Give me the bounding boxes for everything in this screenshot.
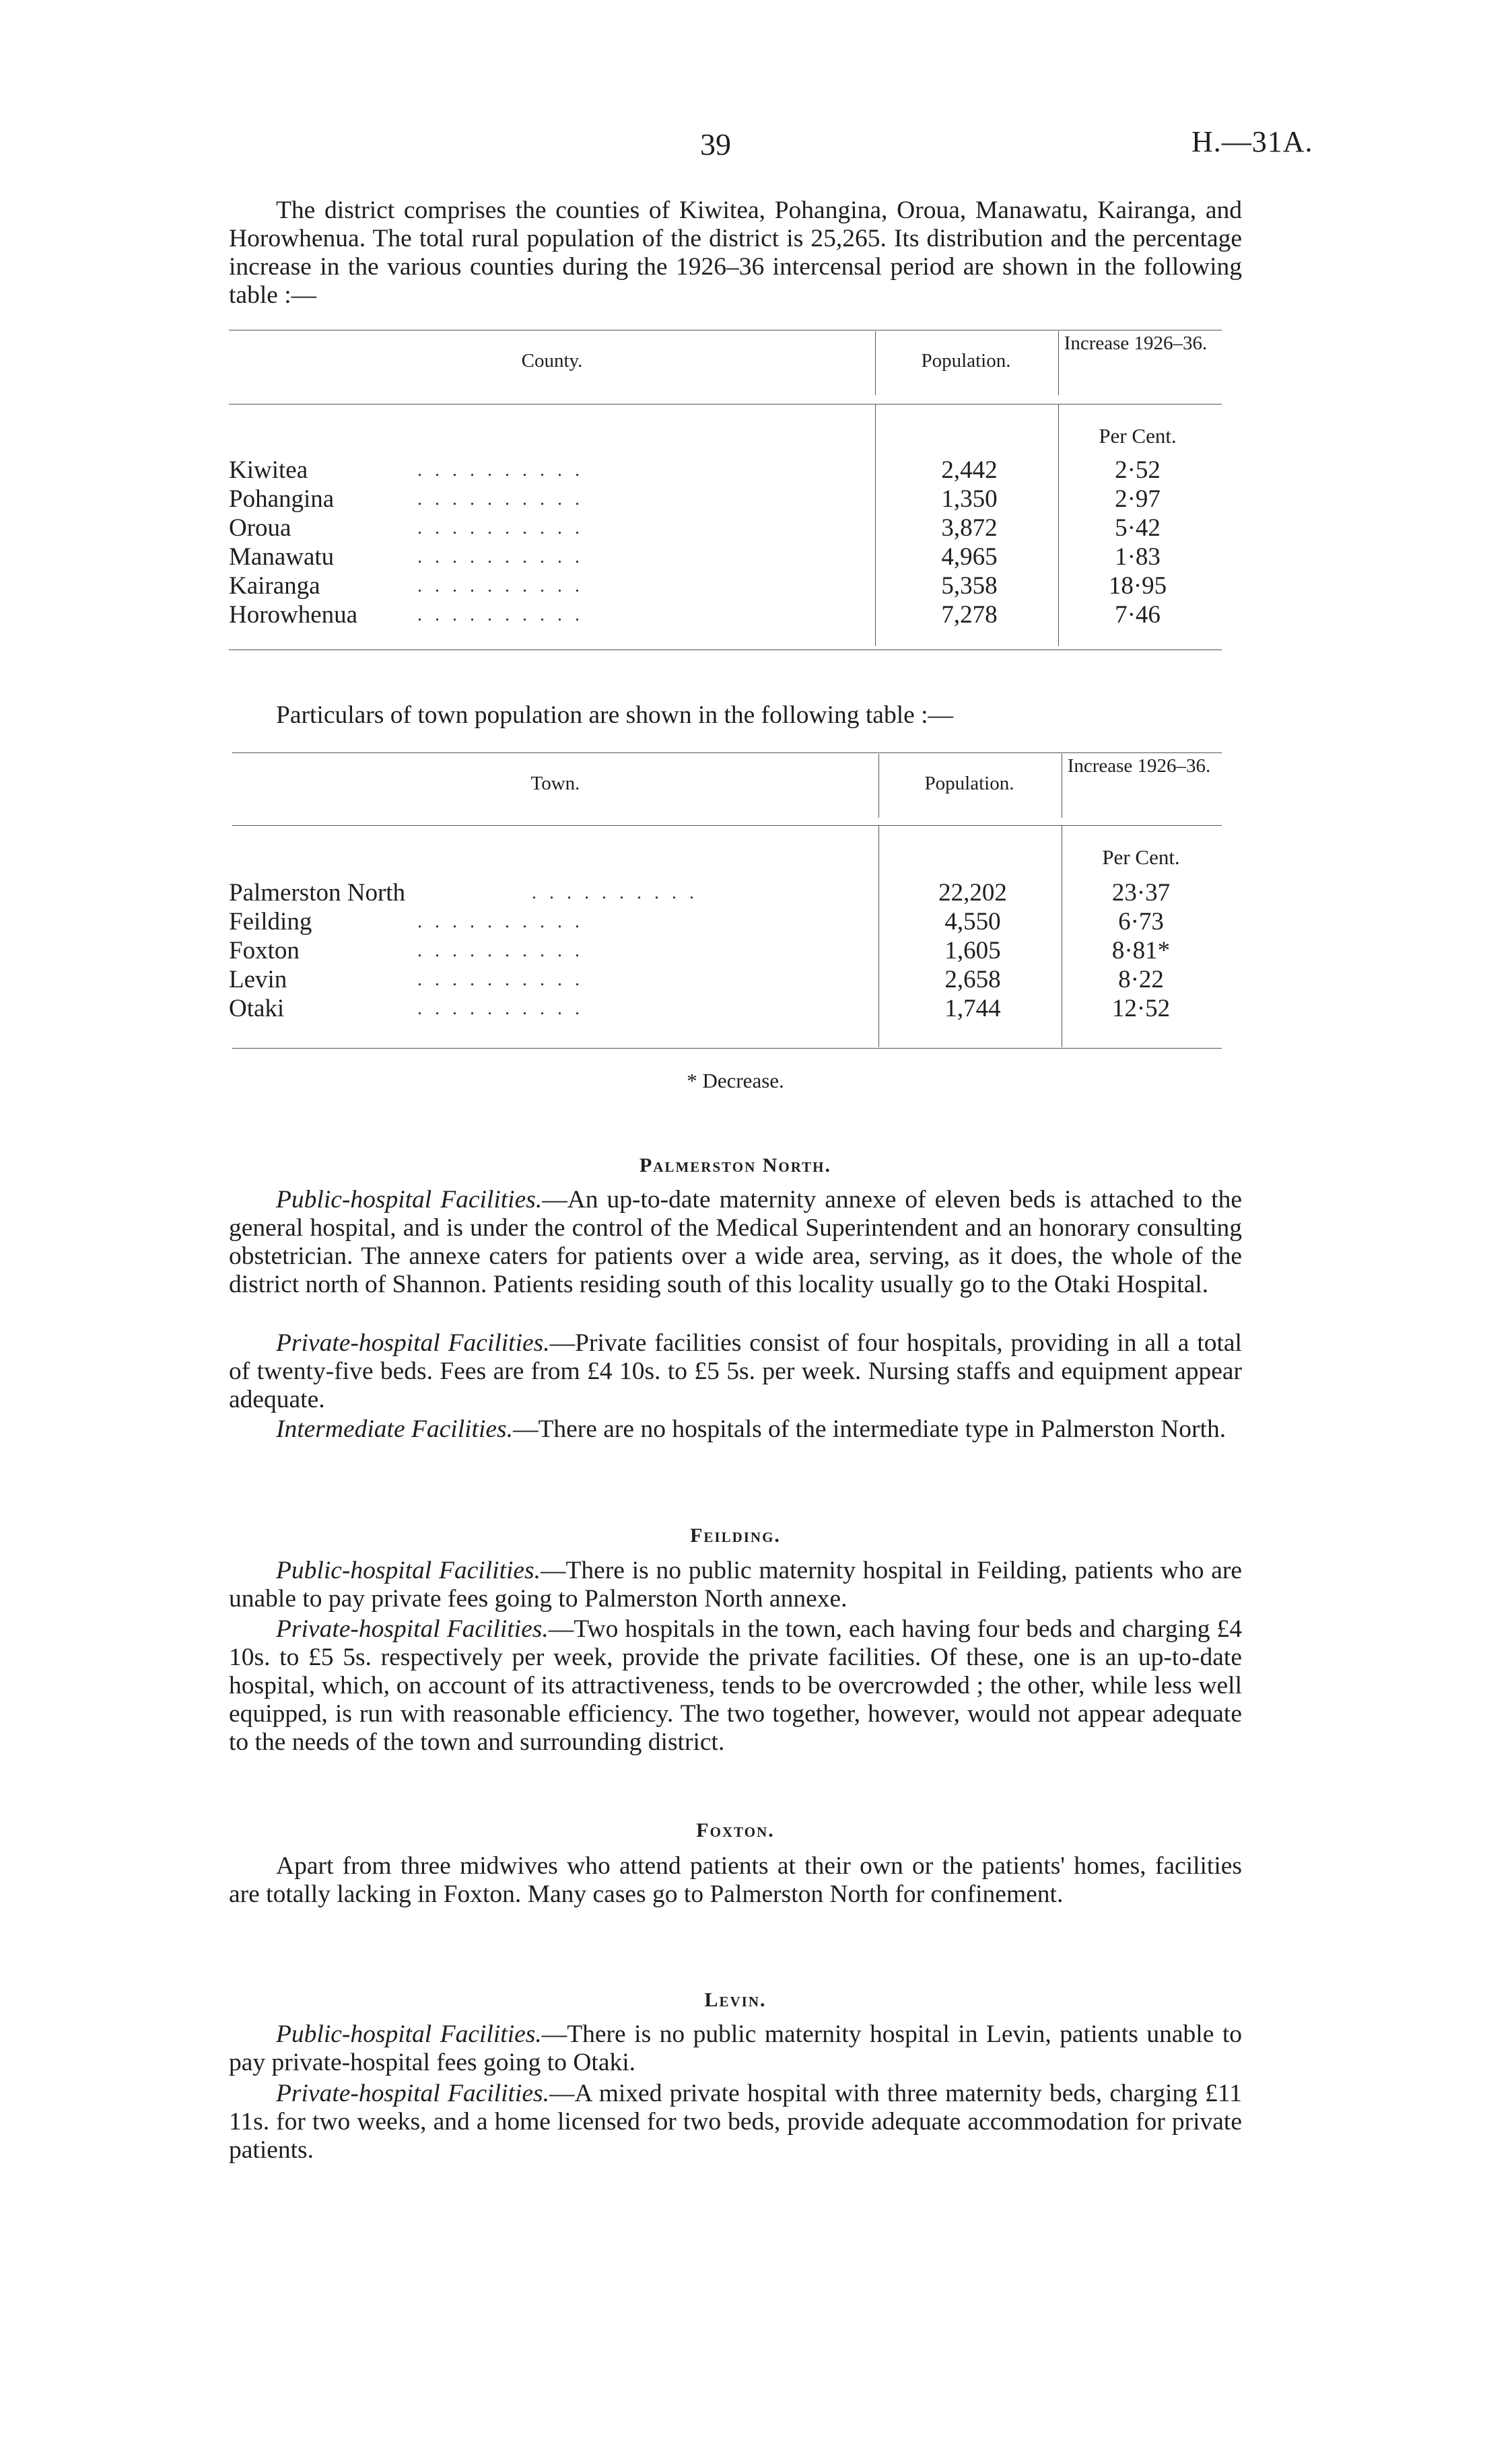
town-name: Palmerston North [229, 879, 406, 907]
leader-dots: . . . . . . . . . . [417, 911, 584, 932]
levin-public-paragraph [229, 2020, 1242, 2077]
town-name: Feilding [229, 908, 312, 936]
leader-dots: . . . . . . . . . . [417, 547, 584, 567]
paragraph-label: Private-hospital Facilities. [276, 1615, 549, 1643]
town-name: Foxton [229, 937, 300, 964]
population-value: 5,358 [941, 572, 998, 600]
increase-value: 2·52 [1115, 456, 1161, 484]
county-name: Kairanga [229, 572, 320, 600]
increase-value: 12·52 [1111, 995, 1171, 1022]
document-reference: H.—31A. [1191, 125, 1313, 158]
increase-value: 6·73 [1118, 908, 1164, 936]
leader-dots: . . . . . . . . . . [417, 460, 584, 481]
leader-dots: . . . . . . . . . . [417, 940, 584, 961]
leader-dots: . . . . . . . . . . [417, 518, 584, 538]
unit-label: Per Cent. [1099, 424, 1177, 448]
increase-value: 23·37 [1111, 879, 1171, 907]
col-header-increase: Increase 1926–36. [1064, 332, 1208, 354]
levin-private-paragraph [229, 2080, 1242, 2164]
column-divider [875, 331, 876, 395]
table-rule [232, 825, 1222, 826]
increase-value: 18·95 [1108, 572, 1167, 600]
table-rule [232, 1048, 1222, 1049]
population-value: 4,550 [944, 908, 1001, 936]
feilding-private-paragraph [229, 1615, 1242, 1757]
table-rule [232, 752, 1222, 753]
col-header-town: Town. [530, 773, 580, 794]
paragraph-label: Public-hospital Facilities. [276, 2020, 542, 2048]
leader-dots: . . . . . . . . . . [417, 604, 584, 625]
palmerston-intermediate-paragraph [229, 1415, 1242, 1444]
column-divider [1058, 331, 1059, 395]
table-footnote: * Decrease. [687, 1069, 784, 1092]
paragraph-text: —There is no public maternity hospital in Levin, patients unable to pay private-hospital fees going to Otaki. [229, 2020, 1243, 2076]
increase-value: 8·22 [1118, 966, 1164, 993]
column-divider [878, 754, 879, 818]
paragraph-text: —Private facilities consist of four hospitals, providing in all a total of twenty-five beds. Fees are from £4 10s. to £5 5s. per week. Nursing staffs and equipment appear adequate. [229, 1329, 1242, 1413]
table-row [0, 542, 1487, 571]
table-row [0, 571, 1487, 600]
increase-value: 8·81* [1111, 937, 1171, 964]
table-row [0, 456, 1487, 485]
section-heading-foxton: Foxton. [696, 1819, 775, 1841]
leader-dots: . . . . . . . . . . [417, 998, 584, 1019]
paragraph-label: Private-hospital Facilities. [276, 1329, 550, 1357]
increase-value: 7·46 [1115, 601, 1161, 629]
table-row [0, 514, 1487, 542]
increase-value: 5·42 [1115, 514, 1161, 542]
population-value: 4,965 [941, 543, 998, 571]
population-value: 1,744 [944, 995, 1001, 1022]
table-row [0, 994, 1487, 1023]
table-row [0, 485, 1487, 514]
town-intro-paragraph: Particulars of town population are shown in the following table :— [276, 701, 954, 729]
population-value: 22,202 [938, 879, 1007, 907]
leader-dots: . . . . . . . . . . [417, 489, 584, 509]
paragraph-text: —Two hospitals in the town, each having four beds and charging £4 10s. to £5 5s. respectively per week, provide the private facilities. Of these, one is an up-to-date hospital, which, on account of its attractiveness, tends to be overcrowded ; the other, while less well equipped, is run with reasonable efficiency. The two together, however, would not appear adequate to the needs of the town and surrounding district. [229, 1615, 1242, 1756]
population-value: 2,658 [944, 966, 1001, 993]
leader-dots: . . . . . . . . . . [417, 969, 584, 990]
population-value: 2,442 [941, 456, 998, 484]
paragraph-label: Intermediate Facilities. [276, 1415, 513, 1443]
section-heading-feilding: Feilding. [690, 1524, 781, 1547]
palmerston-public-paragraph [229, 1186, 1242, 1299]
county-name: Manawatu [229, 543, 335, 571]
leader-dots: . . . . . . . . . . [532, 882, 698, 903]
palmerston-private-paragraph [229, 1329, 1242, 1414]
town-name: Otaki [229, 995, 285, 1022]
intro-paragraph: The district comprises the counties of Kiwitea, Pohangina, Oroua, Manawatu, Kairanga, and Horowhenua. The total rural population of the district is 25,265. Its distribution and the percentage increase in the various counties during the 1926–36 intercensal period are shown in the following table :— [229, 197, 1242, 309]
paragraph-text: —There are no hospitals of the intermediate type in Palmerston North. [512, 1415, 1226, 1443]
paragraph-text: —An up-to-date maternity annexe of eleven beds is attached to the general hospital, and is under the control of the Medical Superintendent and an honorary consulting obstetrician. The annexe caters for patients over a wide area, serving, as it does, the whole of the district north of Shannon. Patients residing south of this locality usually go to the Otaki Hospital. [229, 1186, 1243, 1298]
col-header-county: County. [521, 350, 583, 372]
table-row [0, 965, 1487, 994]
increase-value: 1·83 [1115, 543, 1161, 571]
town-name: Levin [229, 966, 287, 993]
county-name: Horowhenua [229, 601, 358, 629]
paragraph-text: —There is no public maternity hospital in Feilding, patients who are unable to pay private fees going to Palmerston North annexe. [229, 1557, 1242, 1613]
table-row [0, 878, 1487, 907]
population-value: 1,350 [941, 485, 998, 513]
feilding-public-paragraph [229, 1557, 1242, 1613]
paragraph-label: Private-hospital Facilities. [276, 2080, 549, 2107]
page-number: 39 [700, 127, 731, 162]
increase-value: 2·97 [1115, 485, 1161, 513]
population-value: 7,278 [941, 601, 998, 629]
county-name: Pohangina [229, 485, 335, 513]
paragraph-label: Public-hospital Facilities. [276, 1557, 541, 1584]
paragraph-text: —A mixed private hospital with three maternity beds, charging £11 11s. for two weeks, and a home licensed for two beds, provide adequate accommodation for private patients. [229, 2080, 1242, 2164]
foxton-paragraph: Apart from three midwives who attend patients at their own or the patients' homes, facilities are totally lacking in Foxton. Many cases go to Palmerston North for confinement. [229, 1852, 1242, 1908]
population-value: 3,872 [941, 514, 998, 542]
county-name: Oroua [229, 514, 291, 542]
county-name: Kiwitea [229, 456, 308, 484]
table-row [0, 936, 1487, 965]
col-header-increase: Increase 1926–36. [1067, 755, 1211, 777]
table-row [0, 907, 1487, 936]
col-header-population: Population. [921, 350, 1011, 372]
population-value: 1,605 [944, 937, 1001, 964]
leader-dots: . . . . . . . . . . [417, 575, 584, 596]
section-heading-levin: Levin. [704, 1989, 767, 2011]
table-row [0, 600, 1487, 629]
col-header-population: Population. [924, 773, 1014, 794]
table-rule [229, 649, 1222, 650]
section-heading-palmerston-north: Palmerston North. [639, 1154, 832, 1176]
unit-label: Per Cent. [1102, 845, 1180, 869]
paragraph-label: Public-hospital Facilities. [276, 1186, 543, 1213]
